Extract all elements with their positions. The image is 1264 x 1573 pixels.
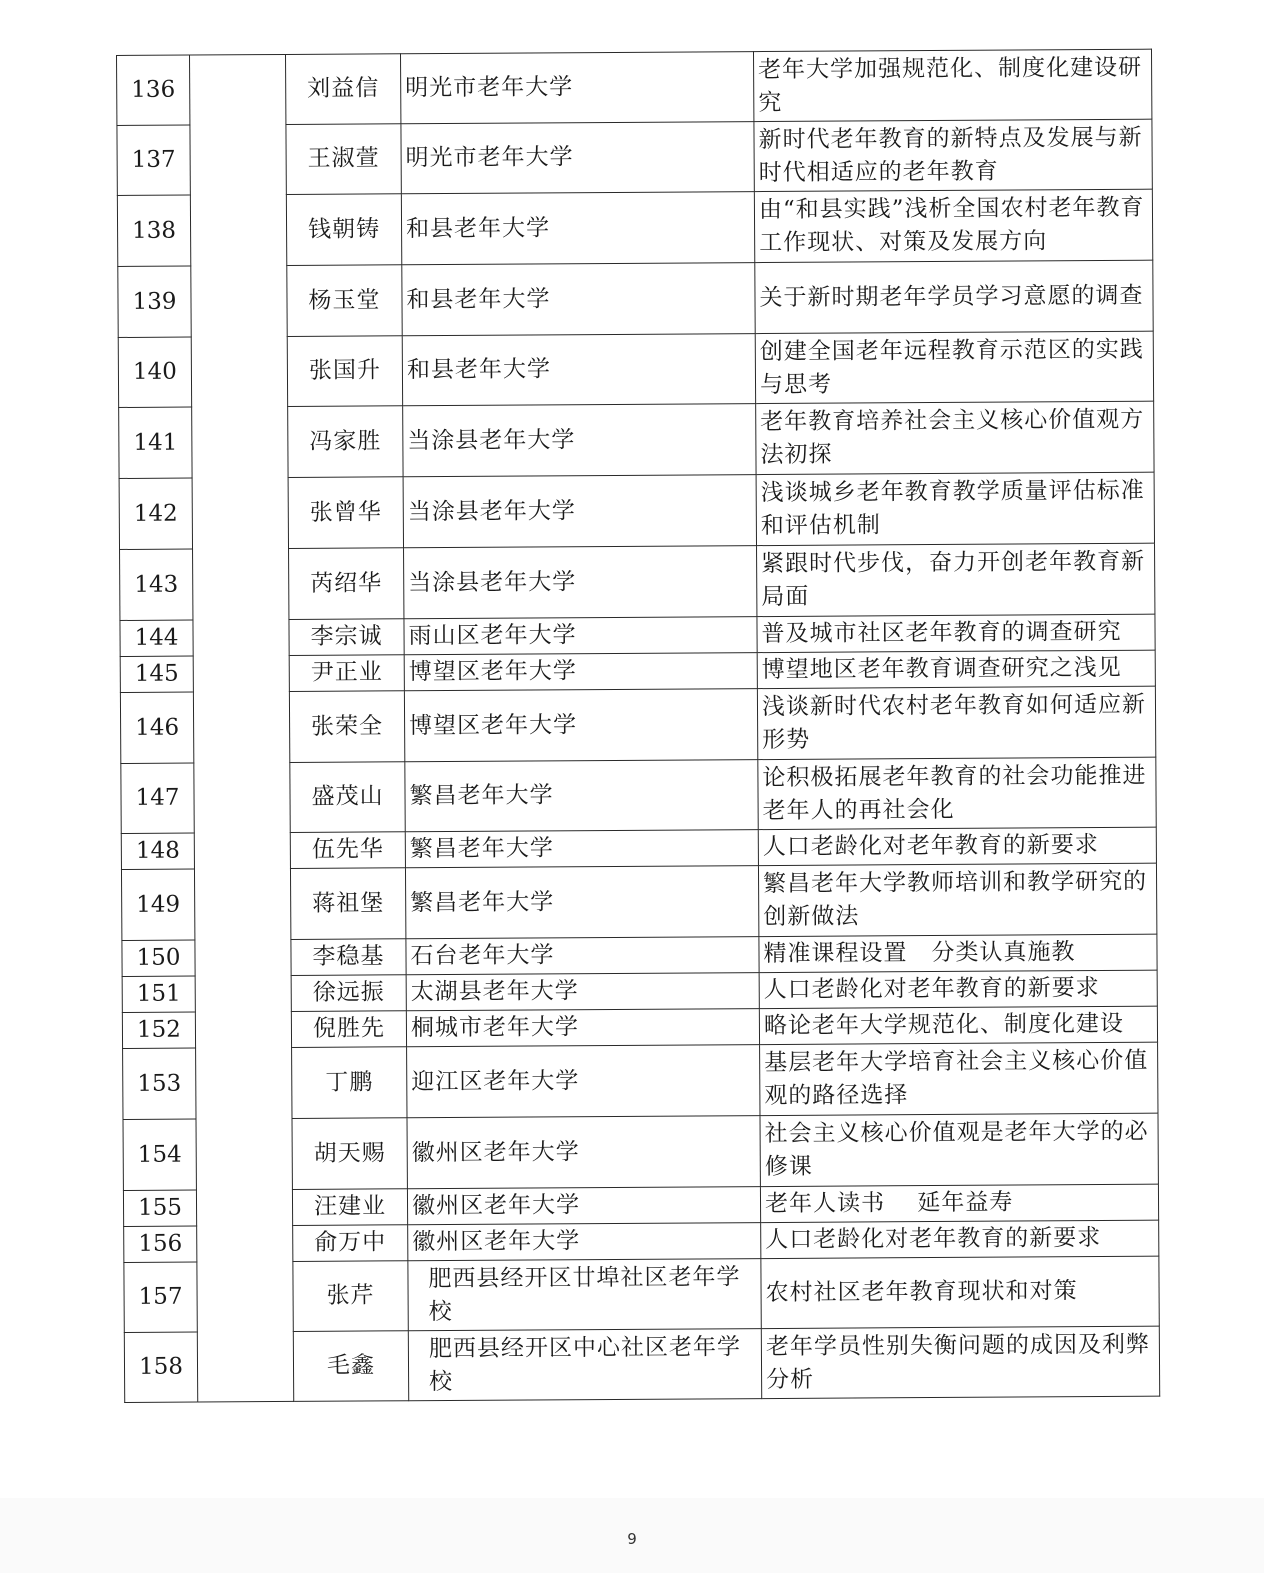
author-name-cell: 张荣全 <box>289 691 404 763</box>
row-number-cell: 150 <box>122 940 195 976</box>
paper-title-cell: 新时代老年教育的新特点及发展与新时代相适应的老年教育 <box>754 119 1152 191</box>
unit-cell: 博望区老年大学 <box>404 689 757 762</box>
unit-cell: 肥西县经开区中心社区老年学校 <box>408 1329 761 1401</box>
row-number-cell: 147 <box>121 763 194 833</box>
author-name-cell: 张芹 <box>293 1261 408 1332</box>
row-number-cell: 138 <box>117 195 190 266</box>
author-name-cell: 尹正业 <box>289 655 404 692</box>
row-number-cell: 157 <box>124 1262 197 1332</box>
author-name-cell: 王淑萱 <box>286 124 401 195</box>
author-name-cell: 蒋祖堡 <box>290 868 405 940</box>
unit-cell: 繁昌老年大学 <box>405 830 758 868</box>
unit-cell: 肥西县经开区廿埠社区老年学校 <box>408 1259 761 1331</box>
paper-title-cell: 老年教育培养社会主义核心价值观方法初探 <box>756 401 1154 474</box>
unit-cell: 桐城市老年大学 <box>406 1009 759 1047</box>
unit-cell: 徽州区老年大学 <box>407 1116 760 1189</box>
unit-cell: 当涂县老年大学 <box>404 546 757 619</box>
row-number-cell: 145 <box>120 656 193 692</box>
author-name-cell: 徐远振 <box>291 975 406 1012</box>
unit-cell: 雨山区老年大学 <box>404 617 757 655</box>
author-name-cell: 俞万中 <box>293 1225 408 1262</box>
table-row <box>117 49 1152 125</box>
paper-title-cell: 浅谈城乡老年教育教学质量评估标准和评估机制 <box>756 472 1154 545</box>
unit-cell: 繁昌老年大学 <box>405 760 758 832</box>
table-body <box>117 49 1160 1402</box>
paper-title-cell: 关于新时期老年学员学习意愿的调查 <box>755 260 1153 333</box>
region-cell <box>190 54 294 1402</box>
unit-cell: 和县老年大学 <box>402 263 755 336</box>
author-name-cell: 盛茂山 <box>290 762 405 833</box>
author-name-cell: 丁鹏 <box>292 1047 407 1119</box>
paper-title-cell: 老年学员性别失衡问题的成因及利弊分析 <box>761 1326 1159 1398</box>
paper-title-cell: 人口老龄化对老年教育的新要求 <box>759 970 1157 1008</box>
row-number-cell: 153 <box>123 1048 196 1119</box>
unit-cell: 太湖县老年大学 <box>406 973 759 1011</box>
row-number-cell: 137 <box>117 125 190 195</box>
paper-title-cell: 略论老年大学规范化、制度化建设 <box>759 1006 1157 1044</box>
unit-cell: 徽州区老年大学 <box>408 1223 761 1261</box>
row-number-cell: 136 <box>117 55 190 125</box>
paper-title-cell: 精准课程设置 分类认真施教 <box>759 934 1157 972</box>
unit-cell: 博望区老年大学 <box>404 653 757 691</box>
row-number-cell: 151 <box>122 976 195 1012</box>
author-name-cell: 刘益信 <box>285 54 400 125</box>
author-name-cell: 伍先华 <box>290 832 405 869</box>
row-number-cell: 143 <box>120 549 193 620</box>
author-name-cell: 张国升 <box>287 336 402 407</box>
author-name-cell: 李宗诚 <box>289 619 404 656</box>
author-name-cell: 毛鑫 <box>293 1331 408 1402</box>
paper-title-cell: 由“和县实践”浅析全国农村老年教育工作现状、对策及发展方向 <box>754 189 1152 262</box>
row-number-cell: 141 <box>119 407 192 478</box>
author-name-cell: 芮绍华 <box>289 548 404 620</box>
author-name-cell: 倪胜先 <box>291 1011 406 1048</box>
paper-title-cell: 人口老龄化对老年教育的新要求 <box>761 1220 1159 1258</box>
unit-cell: 迎江区老年大学 <box>407 1045 760 1118</box>
paper-title-cell: 创建全国老年远程教育示范区的实践与思考 <box>755 331 1153 403</box>
author-name-cell: 冯家胜 <box>288 406 403 478</box>
paper-title-cell: 繁昌老年大学教师培训和教学研究的创新做法 <box>758 863 1156 936</box>
author-name-cell: 汪建业 <box>292 1189 407 1226</box>
page-number: 9 <box>627 1530 637 1548</box>
unit-cell: 石台老年大学 <box>406 937 759 975</box>
paper-title-cell: 社会主义核心价值观是老年大学的必修课 <box>760 1113 1158 1186</box>
row-number-cell: 142 <box>119 478 192 549</box>
paper-title-cell: 老年人读书 延年益寿 <box>760 1184 1158 1222</box>
author-name-cell: 胡天赐 <box>292 1118 407 1190</box>
author-name-cell: 杨玉堂 <box>287 265 402 337</box>
row-number-cell: 148 <box>121 833 194 869</box>
row-number-cell: 149 <box>121 869 194 940</box>
row-number-cell: 146 <box>120 692 193 763</box>
paper-title-cell: 基层老年大学培育社会主义核心价值观的路径选择 <box>760 1042 1158 1115</box>
row-number-cell: 158 <box>124 1332 197 1402</box>
row-number-cell: 140 <box>118 337 191 407</box>
paper-title-cell: 老年大学加强规范化、制度化建设研究 <box>753 49 1151 121</box>
unit-cell: 繁昌老年大学 <box>405 866 758 939</box>
row-number-cell: 144 <box>120 620 193 656</box>
unit-cell: 当涂县老年大学 <box>403 404 756 477</box>
row-number-cell: 152 <box>122 1012 195 1048</box>
unit-cell: 徽州区老年大学 <box>407 1187 760 1225</box>
unit-cell: 明光市老年大学 <box>400 52 753 124</box>
row-number-cell: 139 <box>118 266 191 337</box>
row-number-cell: 154 <box>123 1119 196 1190</box>
author-name-cell: 钱朝铸 <box>286 194 401 266</box>
author-name-cell: 张曾华 <box>288 477 403 549</box>
unit-cell: 和县老年大学 <box>402 334 755 406</box>
paper-title-cell: 论积极拓展老年教育的社会功能推进老年人的再社会化 <box>758 757 1156 829</box>
award-list-table <box>116 49 1160 1403</box>
unit-cell: 和县老年大学 <box>401 192 754 265</box>
unit-cell: 明光市老年大学 <box>401 122 754 194</box>
paper-title-cell: 人口老龄化对老年教育的新要求 <box>758 827 1156 865</box>
paper-title-cell: 博望地区老年教育调查研究之浅见 <box>757 650 1155 688</box>
row-number-cell: 156 <box>124 1226 197 1262</box>
row-number-cell: 155 <box>123 1190 196 1226</box>
paper-title-cell: 紧跟时代步伐，奋力开创老年教育新局面 <box>757 543 1155 616</box>
paper-title-cell: 农村社区老年教育现状和对策 <box>761 1256 1159 1328</box>
author-name-cell: 李稳基 <box>291 939 406 976</box>
paper-title-cell: 浅谈新时代农村老年教育如何适应新形势 <box>757 686 1155 759</box>
paper-title-cell: 普及城市社区老年教育的调查研究 <box>757 614 1155 652</box>
unit-cell: 当涂县老年大学 <box>403 475 756 548</box>
